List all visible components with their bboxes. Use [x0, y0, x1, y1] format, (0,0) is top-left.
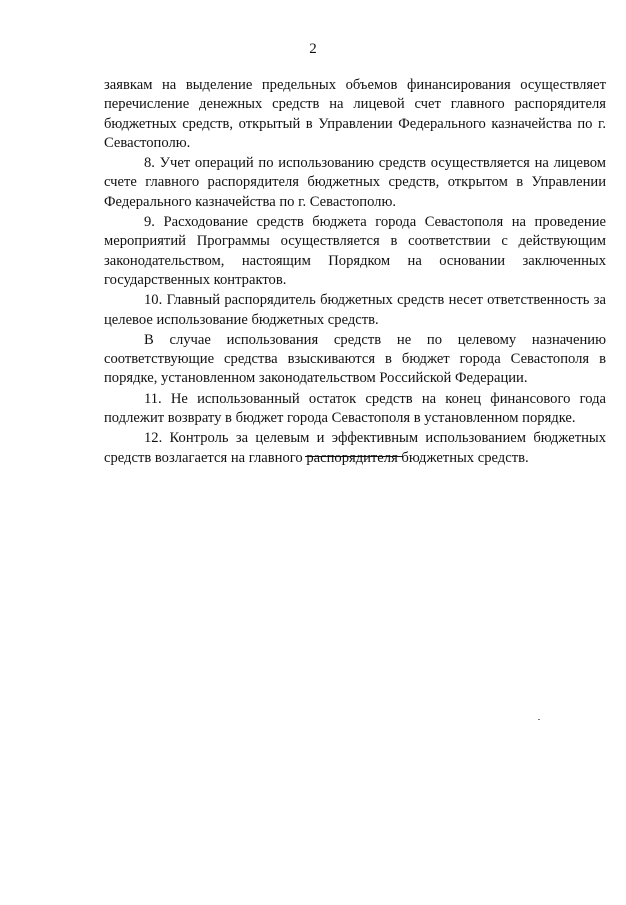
paragraph-misuse-recovery: В случае использования средств не по целевому назначению соответствующие средства взыскиваются в бюджет города Севастополя в порядке, установленном законодательством Российской Федерации.: [104, 331, 606, 387]
paragraph-item-11: 11. Не использованный остаток средств на конец финансового года подлежит возврату в бюджет города Севастополя в установленном порядке.: [104, 390, 606, 427]
paragraph-item-8: 8. Учет операций по использованию средств осуществляется на лицевом счете главного распорядителя бюджетных средств, открытом в Управлении Федерального казначейства по г. Севастополю.: [104, 155, 606, 210]
paragraph-item-9: 9. Расходование средств бюджета города Севастополя на проведение мероприятий Программы осуществляется в соответствии с действующим законодательством, настоящим Порядком на основании заключенных государственных контрактов.: [104, 214, 606, 288]
paragraph-item-10: 10. Главный распорядитель бюджетных средств несет ответственность за целевое использование бюджетных средств.: [104, 292, 606, 328]
paragraph-continuation: заявкам на выделение предельных объемов финансирования осуществляет перечисление денежных средств на лицевой счет главного распорядителя бюджетных средств, открытый в Управлении Федерального казначейства по г. Севастополю.: [104, 77, 606, 151]
document-body: [104, 76, 606, 468]
scan-speck: [538, 719, 540, 720]
page-number: 2: [309, 41, 317, 57]
paragraph-item-12: 12. Контроль за целевым и эффективным использованием бюджетных средств возлагается на главного распорядителя бюджетных средств.: [104, 430, 606, 466]
end-of-text-rule: [305, 456, 403, 457]
